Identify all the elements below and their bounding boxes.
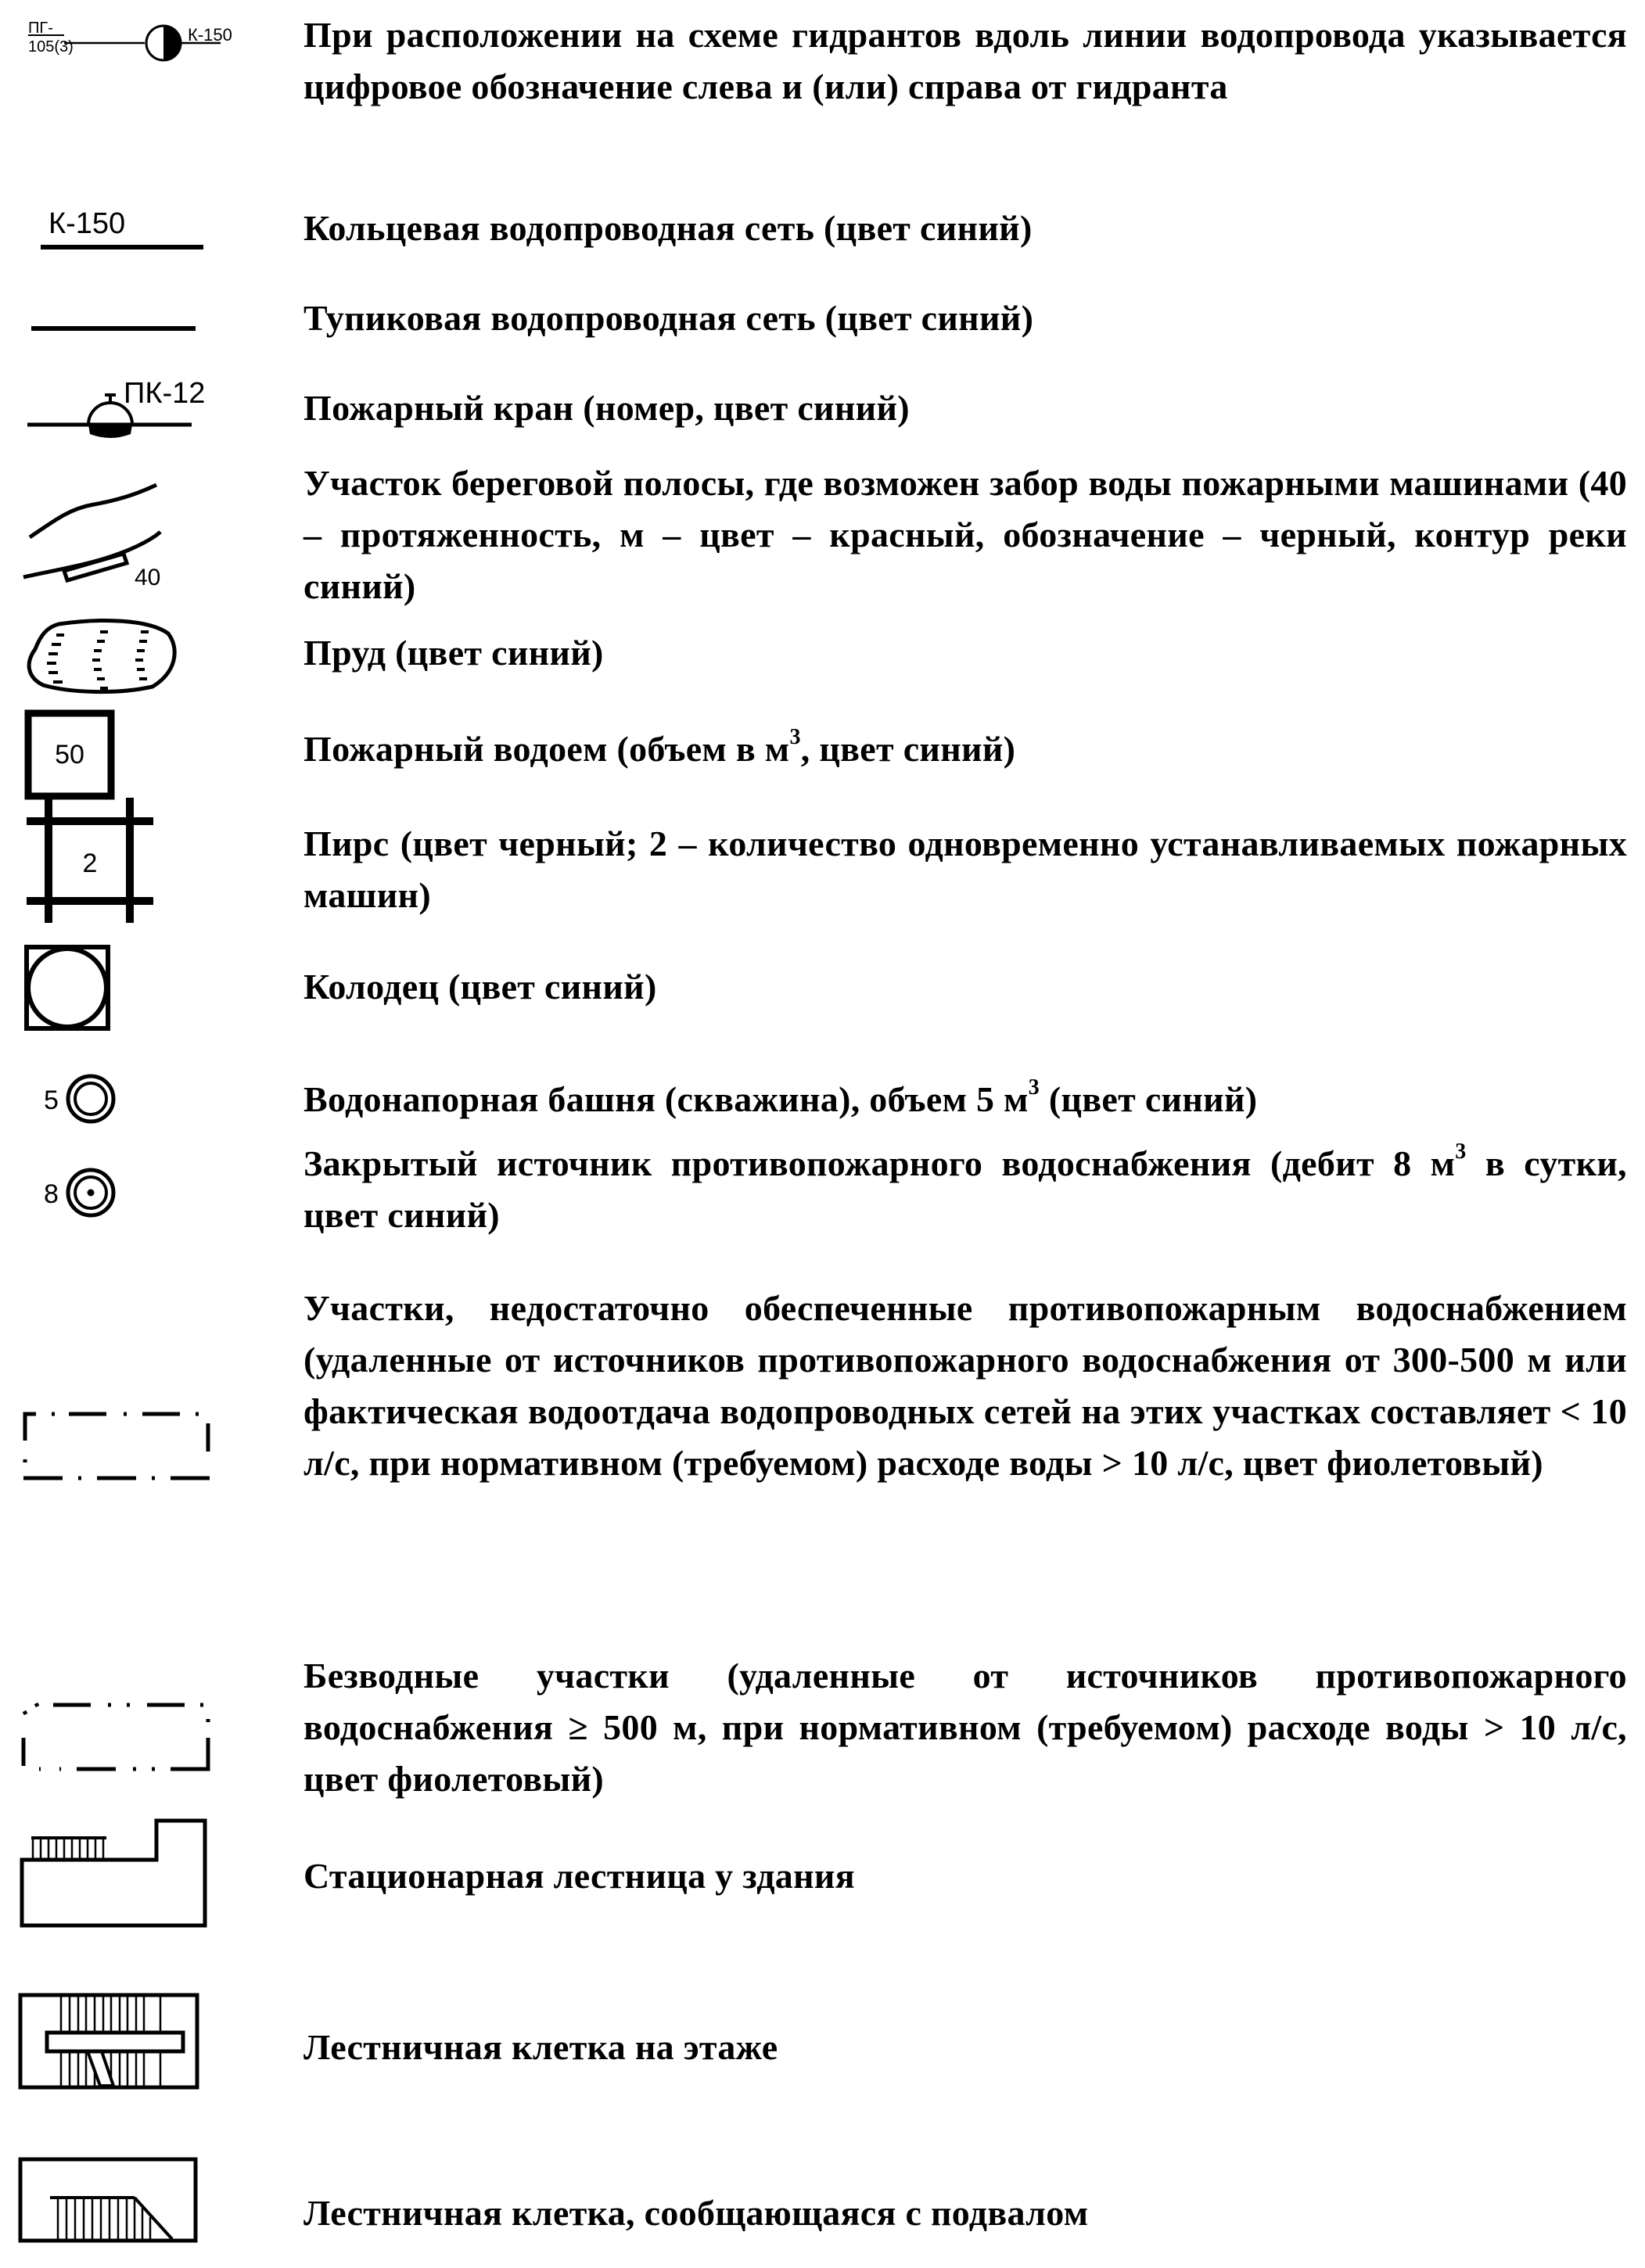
dash-dot-dot-boundary-icon [16,1689,219,1783]
well-icon [16,942,172,1036]
water-tower-icon [16,1068,172,1130]
closed-source-icon [16,1161,172,1224]
closed-source-label: 8 [44,1179,59,1209]
hydrant-label-top: ПГ- [28,20,53,37]
legend-text: Участки, недостаточно обеспеченные противопожарным водоснабжением (удаленные от источников противопожарного водоснабжения от 300-500 м или фактическая водоотдача водопроводных сетей на этих участках составляет < 10 л/с, при нормативном (требуемом) расходе воды > 10 л/с, цвет фиолетовый) [303,1288,1627,1483]
legend-text: Пожарный кран (номер, цвет синий) [303,388,910,428]
ring-network-symbol [16,207,266,262]
dead-end-network-line-icon [16,313,219,336]
insufficient-area-symbol [16,1408,266,1486]
legend-text: Лестничная клетка на этаже [303,2027,778,2067]
water-tower-symbol [16,1068,266,1130]
shore-symbol [16,473,266,590]
pier-label: 2 [82,849,98,878]
legend-text: Лестничная клетка, сообщающаяся с подвалом [303,2193,1089,2233]
fire-tap-icon [16,379,250,442]
shore-label: 40 [135,565,161,590]
text-part: , цвет синий) [800,729,1016,769]
legend-text: Участок береговой полосы, где возможен забор воды пожарными машинами (40 – протяженность, м – цвет – красный, обозначение – черный, контур реки синий) [303,463,1627,606]
shore-intake-icon [16,473,219,590]
legend-text: Безводные участки (удаленные от источников противопожарного водоснабжения ≥ 500 м, при нормативном (требуемом) расходе воды > 10 л/с, цвет фиолетовый) [303,1656,1627,1799]
stairwell-floor-icon [16,1990,219,2092]
fire-tap-symbol [16,379,266,442]
water-tower-label: 5 [44,1086,59,1115]
stationary-ladder-icon [16,1814,219,1932]
fire-reservoir-icon [16,700,172,794]
text-part: Пожарный водоем (объем в м [303,729,790,769]
pond-icon [16,618,219,696]
legend-text: Колодец (цвет синий) [303,967,657,1007]
legend-text: При расположении на схеме гидрантов вдоль линии водопровода указывается цифровое обозначение слева и (или) справа от гидранта [303,15,1627,106]
pier-symbol [16,798,266,931]
closed-source-symbol [16,1161,266,1224]
reservoir-label: 50 [55,740,84,770]
hydrant-label-bottom: 105(3) [28,38,74,56]
legend-text [303,723,1627,775]
legend-text: Пирс (цвет черный; 2 – количество одновременно устанавливаемых пожарных машин) [303,824,1627,915]
stairwell-basement-icon [16,2155,219,2248]
legend-text [303,1138,1627,1241]
text-part: в сутки, цвет синий) [303,1143,1627,1235]
dash-dot-boundary-icon [16,1408,219,1486]
hydrant-label-right: К-150 [188,25,232,45]
hydrant-symbol [16,17,266,64]
stationary-ladder-symbol [16,1814,266,1932]
waterless-area-symbol [16,1689,266,1783]
hydrant-icon [16,17,274,64]
legend-text: Тупиковая водопроводная сеть (цвет синий) [303,298,1034,338]
pond-symbol [16,618,266,696]
legend-text: Стационарная лестница у здания [303,1856,855,1896]
superscript: 3 [1028,1075,1040,1100]
text-part: (цвет синий) [1040,1079,1258,1119]
legend-text: Кольцевая водопроводная сеть (цвет синий) [303,208,1033,248]
stairwell-floor-symbol [16,1990,266,2092]
stairwell-basement-symbol [16,2155,266,2248]
dead-end-network-symbol [16,313,266,336]
superscript: 3 [789,725,801,749]
well-symbol [16,942,266,1036]
reservoir-symbol [16,700,266,794]
text-part: Водонапорная башня (скважина), объем 5 м [303,1079,1029,1119]
pier-icon [16,798,188,931]
ring-network-line-icon [16,207,219,262]
text-part: Закрытый источник противопожарного водоснабжения (дебит 8 м [303,1143,1456,1183]
fire-tap-label: ПК-12 [124,377,206,410]
ring-network-label: К-150 [48,207,126,240]
superscript: 3 [1455,1139,1467,1164]
legend-text: Пруд (цвет синий) [303,633,604,673]
legend-text [303,1074,1627,1125]
